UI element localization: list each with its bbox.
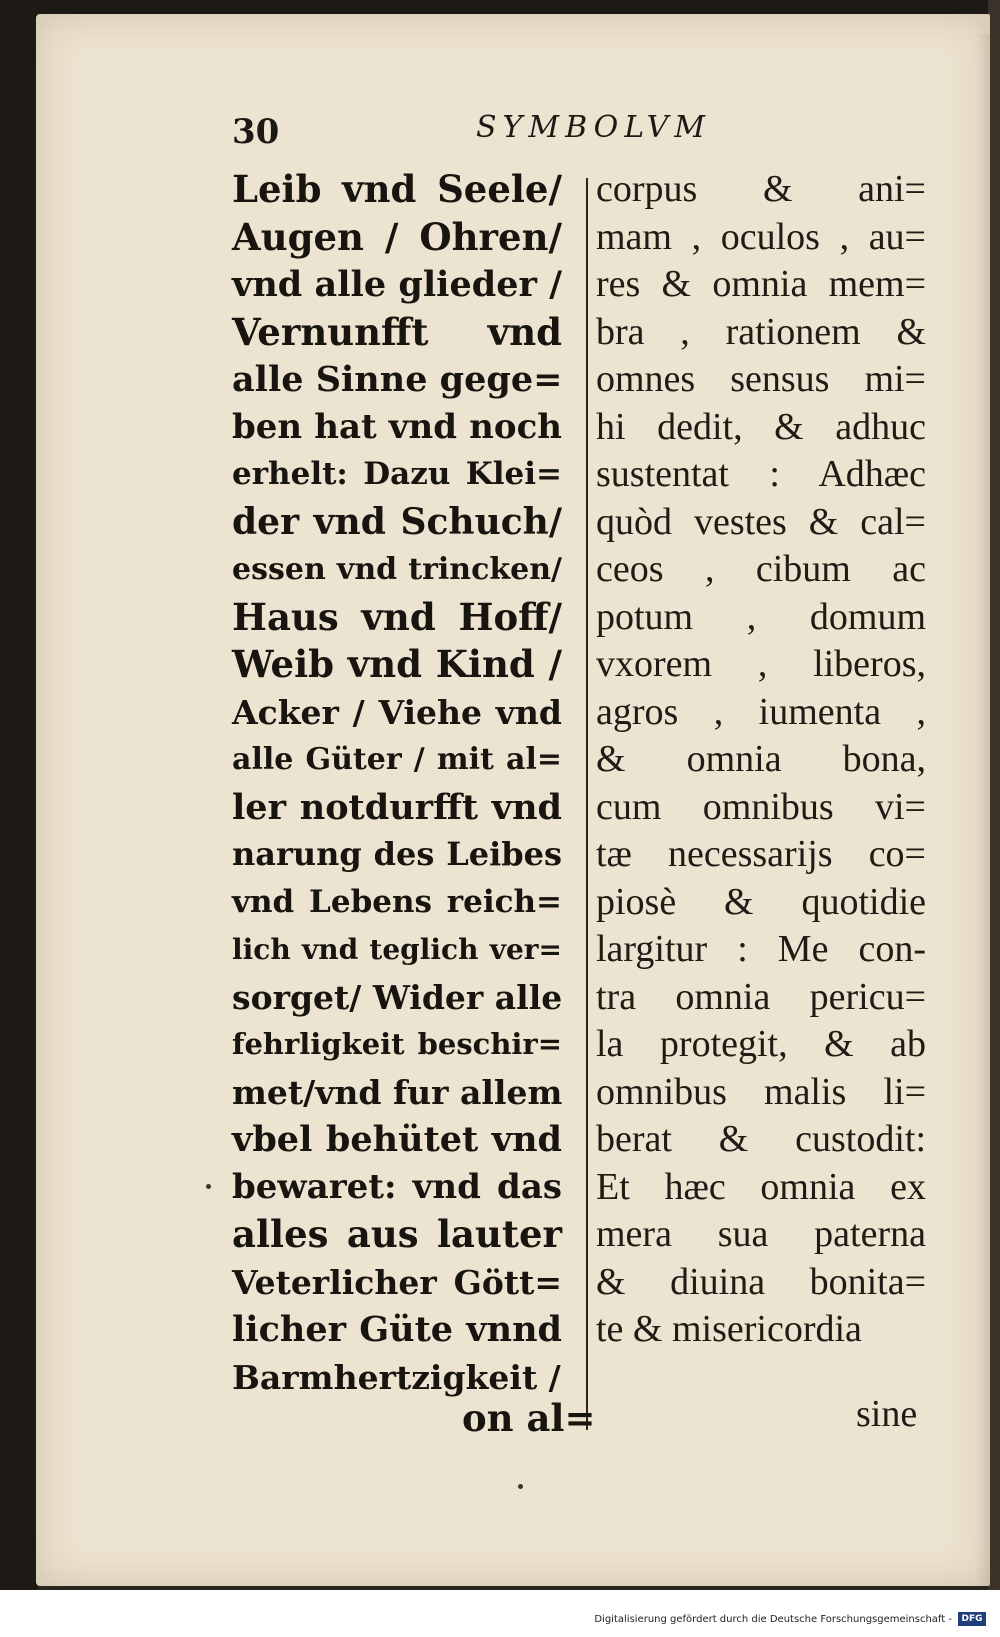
german-line: fehrligkeit beschir= <box>232 1027 562 1061</box>
latin-line: hi dedit, & adhuc <box>596 405 926 448</box>
dfg-logo: DFG <box>958 1612 986 1626</box>
german-line: vnd Lebens reich= <box>232 883 562 920</box>
german-line: alles aus lauter <box>232 1212 562 1256</box>
german-line: Weib vnd Kind / <box>232 642 562 686</box>
german-line: Veterlicher Gött= <box>232 1262 562 1302</box>
german-column <box>232 166 562 1401</box>
german-line: alle Sinne gege= <box>232 359 563 400</box>
latin-line: la protegit, & ab <box>596 1023 926 1065</box>
german-line: Augen / Ohren/ <box>232 214 562 259</box>
german-line: Vernunfft vnd <box>232 309 562 354</box>
latin-line: largitur : Me con- <box>596 928 926 970</box>
ink-speck <box>206 1184 211 1189</box>
latin-line: sustentat : Adhæc <box>596 453 926 495</box>
latin-line: piosè & quotidie <box>596 880 926 923</box>
german-line: bewaret: vnd das <box>232 1166 562 1207</box>
german-line: essen vnd trincken/ <box>232 552 562 587</box>
latin-line: vxorem , liberos, <box>596 643 926 685</box>
latin-line: tæ necessarijs co= <box>596 833 926 875</box>
running-head: SYMBOLVM <box>476 110 712 145</box>
german-line: erhelt: Dazu Klei= <box>232 456 562 492</box>
latin-line: omnibus malis li= <box>596 1070 926 1113</box>
german-line: sorget/ Wider alle <box>232 977 563 1017</box>
latin-line: cum omnibus vi= <box>596 785 926 828</box>
german-line: licher Güte vnnd <box>232 1309 562 1350</box>
latin-line: ceos , cibum ac <box>596 548 926 590</box>
ink-speck <box>518 1484 523 1489</box>
german-line: Leib vnd Seele/ <box>232 167 562 211</box>
german-catchword: on al= <box>462 1396 596 1440</box>
latin-line: tra omnia pericu= <box>596 975 926 1018</box>
scan-background-left <box>0 0 38 1637</box>
column-divider <box>586 178 588 1430</box>
latin-line: berat & custodit: <box>596 1118 926 1160</box>
latin-catchword: sine <box>856 1393 918 1435</box>
funding-credit: Digitalisierung gefördert durch die Deutsche Forschungsgemeinschaft - <box>594 1614 952 1625</box>
german-line: vbel behütet vnd <box>232 1119 562 1160</box>
german-line: lich vnd teglich ver= <box>232 933 562 966</box>
german-line: der vnd Schuch/ <box>232 500 562 543</box>
german-line: Haus vnd Hoff/ <box>232 594 562 639</box>
latin-line: potum , domum <box>596 595 926 638</box>
german-line: alle Güter / mit al= <box>232 742 562 777</box>
latin-line: corpus & ani= <box>596 168 926 210</box>
german-line: ben hat vnd noch <box>232 406 562 447</box>
german-line: narung des Leibes <box>232 835 562 873</box>
german-line: Barmhertzigkeit / <box>232 1357 561 1397</box>
latin-column <box>596 166 926 1354</box>
latin-line: Et hæc omnia ex <box>596 1165 926 1208</box>
german-line: met/vnd fur allem <box>232 1072 563 1112</box>
latin-line: agros , iumenta , <box>596 690 926 733</box>
latin-line: mam , oculos , au= <box>596 215 926 258</box>
german-line: Acker / Viehe vnd <box>232 692 562 732</box>
latin-line: bra , rationem & <box>596 310 926 353</box>
latin-line: & diuina bonita= <box>596 1260 926 1303</box>
footer-bar <box>0 1590 1000 1637</box>
latin-line: te & misericordia <box>596 1308 862 1350</box>
latin-line: res & omnia mem= <box>596 263 926 305</box>
german-line: ler notdurfft vnd <box>232 786 562 828</box>
latin-line: mera sua paterna <box>596 1213 926 1255</box>
latin-line: quòd vestes & cal= <box>596 500 926 543</box>
latin-line: omnes sensus mi= <box>596 358 926 400</box>
latin-line: & omnia bona, <box>596 738 926 780</box>
page-number: 30 <box>232 112 280 152</box>
page-edge-shadow <box>976 34 1000 1594</box>
german-line: vnd alle glieder / <box>232 264 562 305</box>
